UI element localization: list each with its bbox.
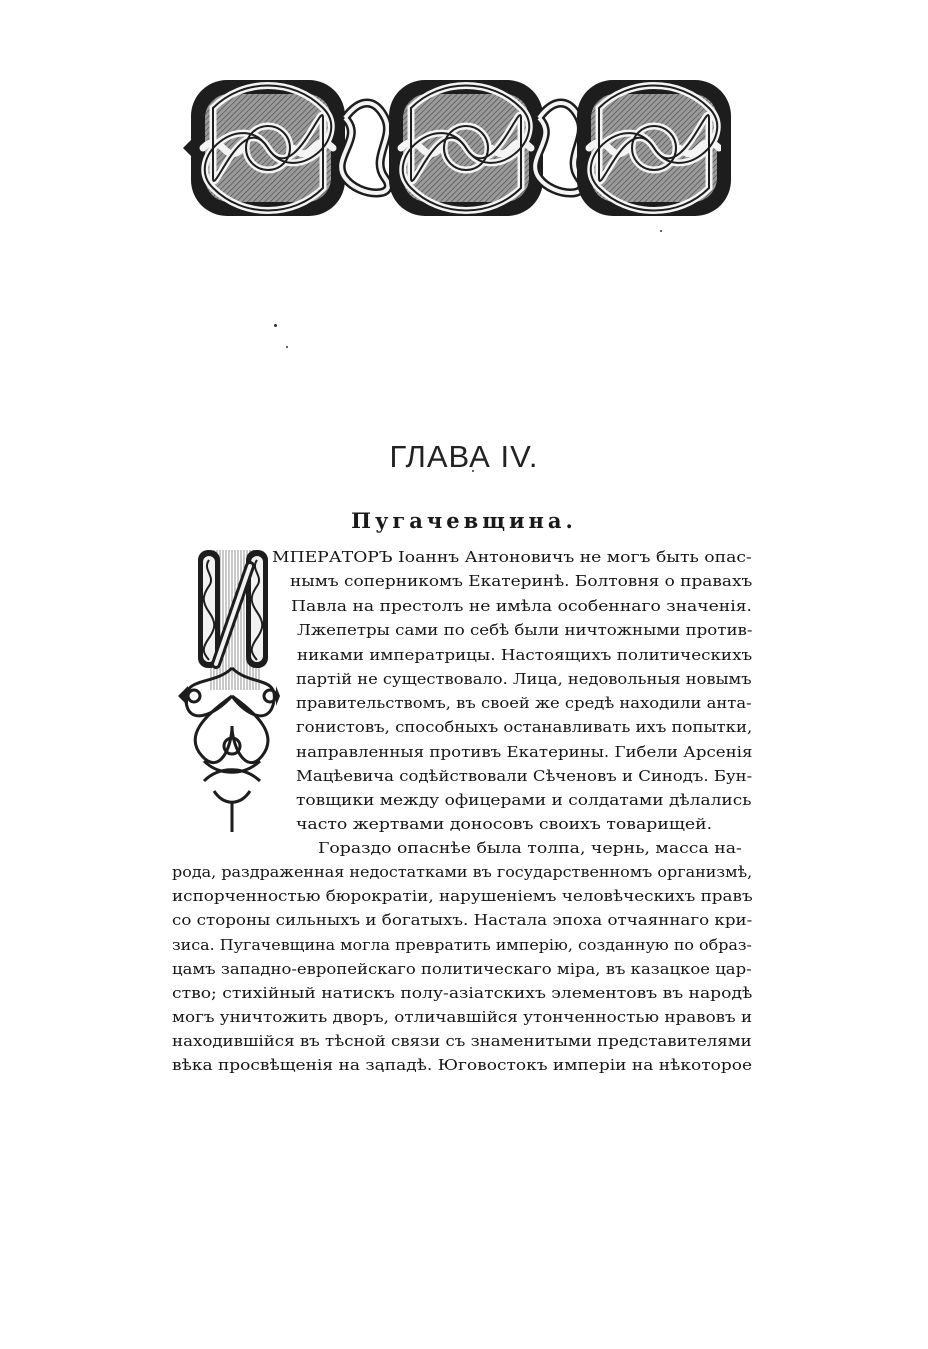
text-line: партій не существовало. Лица, недовольныя новымъ [296,670,752,688]
text-line: гонистовъ, способныхъ останавливать ихъ попытки, [296,718,753,736]
text-line: рода, раздраженная недостатками въ государственномъ организмѣ, [172,863,753,881]
text-line: правительствомъ, въ своей же средѣ находили анта- [296,694,752,712]
ornamental-initial-letter-icon [174,546,280,836]
chapter-title: ГЛАВА IV. [389,438,539,474]
text-line: Лжепетры сами по себѣ были ничтожными против- [297,621,753,639]
text-line: никами императрицы. Настоящихъ политическихъ [297,646,753,664]
interlace-headpiece-icon [183,68,731,228]
text-line: МПЕРАТОРЪ Іоаннъ Антоновичъ не могъ быть опас- [272,548,752,566]
text-line: направленныя противъ Екатерины. Гибели Арсенія [296,743,753,761]
chapter-subtitle: Пугачевщина. [351,508,577,534]
text-line: находившійся въ тѣсной связи съ знаменитыми представителями [172,1032,752,1050]
text-line: Павла на престолъ не имѣла особеннаго значенія. [291,597,752,615]
text-line: цамъ западно-европейскаго политическаго міра, въ казацкое цар- [172,960,752,978]
text-line: зиса. Пугачевщина могла превратить имперію, созданную по образ- [172,936,752,954]
text-line: Мацѣевича содѣйствовали Сѣченовъ и Синодъ. Бун- [296,767,753,785]
text-line: со стороны сильныхъ и богатыхъ. Настала эпоха отчаяннаго кри- [172,911,753,929]
text-line: товщики между офицерами и солдатами дѣлались [296,791,752,809]
headpiece-ornament [183,68,731,228]
text-line: ство; стихійный натискъ полу-азіатскихъ элементовъ въ народѣ [172,984,753,1002]
text-line: могъ уничтожить дворъ, отличавшійся утонченностью нравовъ и [172,1008,753,1026]
ornamental-initial [174,546,280,836]
text-line: вѣка просвѣщенія на западѣ. Юговостокъ имперіи на нѣкоторое [172,1056,753,1074]
text-line: Гораздо опаснѣе была толпа, чернь, масса на- [318,839,742,857]
text-line: испорченностью бюрократіи, нарушеніемъ человѣческихъ правъ [172,887,753,905]
text-line: часто жертвами доносовъ своихъ товарищей. [296,815,713,833]
text-line: нымъ соперникомъ Екатеринѣ. Болтовня о правахъ [290,572,753,590]
